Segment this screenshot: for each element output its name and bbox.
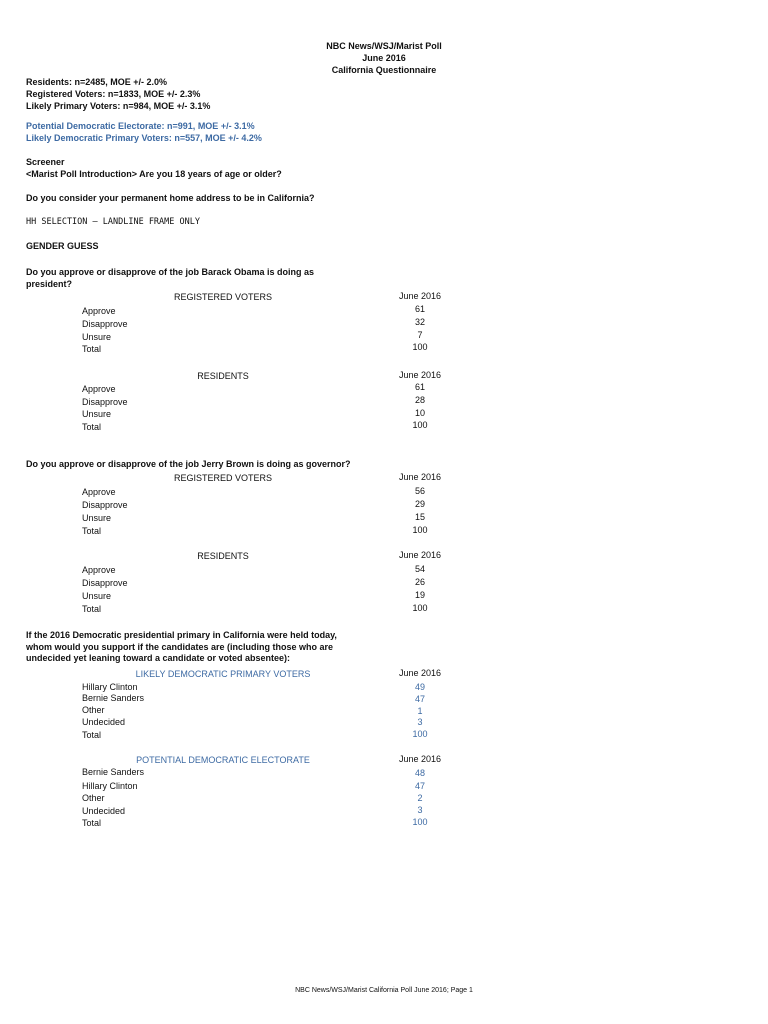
row-label: Approve [82, 384, 116, 394]
column-header: June 2016 [398, 291, 442, 301]
row-label: Unsure [82, 513, 112, 523]
row-label: Unsure [82, 409, 112, 419]
sample-registered: Registered Voters: n=1833, MOE +/- 2.3% [26, 89, 201, 99]
row-label: Total [82, 818, 102, 828]
screener-home: Do you consider your permanent home address to be in California? [26, 193, 315, 203]
section-label: REGISTERED VOTERS [173, 292, 272, 302]
sample-residents: Residents: n=2485, MOE +/- 2.0% [26, 77, 168, 87]
row-label: Disapprove [82, 578, 128, 588]
column-header: June 2016 [398, 472, 442, 482]
screener-intro: <Marist Poll Introduction> Are you 18 years of age or older? [26, 169, 282, 179]
question-dem-primary: If the 2016 Democratic presidential primary in California were held today, whom would you support if the candidates are (including those who are undecided yet leaning toward a candidate or voted absentee): [26, 630, 337, 663]
sample-likely-dem-primary: Likely Democratic Primary Voters: n=557, MOE +/- 4.2% [26, 133, 262, 143]
row-label: Hillary Clinton [82, 682, 138, 692]
row-value: 49 [414, 682, 425, 692]
row-label: Other [82, 793, 105, 803]
section-label: POTENTIAL DEMOCRATIC ELECTORATE [136, 755, 310, 765]
row-label: Disapprove [82, 397, 128, 407]
question-obama: Do you approve or disapprove of the job Barack Obama is doing as president? [26, 267, 315, 289]
row-label: Unsure [82, 332, 112, 342]
row-label: Total [82, 344, 102, 354]
row-label: Total [82, 730, 102, 740]
row-value: 100 [412, 420, 428, 430]
row-label: Approve [82, 306, 116, 316]
screener-gender: GENDER GUESS [26, 241, 99, 251]
row-value: 100 [412, 342, 428, 352]
column-header: June 2016 [398, 550, 442, 560]
row-label: Total [82, 526, 102, 536]
row-value: 19 [414, 590, 425, 600]
section-label: LIKELY DEMOCRATIC PRIMARY VOTERS [135, 669, 311, 679]
row-value: 2 [417, 793, 423, 803]
row-value: 15 [414, 512, 425, 522]
row-value: 7 [417, 330, 423, 340]
row-value: 26 [414, 577, 425, 587]
page-footer: NBC News/WSJ/Marist California Poll June 2016; Page 1 [295, 987, 473, 994]
row-value: 61 [414, 304, 425, 314]
section-label: RESIDENTS [197, 371, 249, 381]
sample-potential-dem: Potential Democratic Electorate: n=991, MOE +/- 3.1% [26, 121, 255, 131]
row-label: Bernie Sanders [82, 693, 145, 703]
row-value: 29 [414, 499, 425, 509]
row-label: Undecided [82, 806, 126, 816]
column-header: June 2016 [398, 668, 442, 678]
question-brown: Do you approve or disapprove of the job Jerry Brown is doing as governor? [26, 459, 351, 469]
row-label: Unsure [82, 591, 112, 601]
row-value: 100 [412, 817, 428, 827]
row-label: Approve [82, 487, 116, 497]
screener-hh: HH SELECTION – LANDLINE FRAME ONLY [26, 217, 200, 227]
row-value: 61 [414, 382, 425, 392]
section-label: RESIDENTS [197, 551, 249, 561]
row-value: 48 [414, 768, 425, 778]
row-value: 100 [412, 729, 428, 739]
row-value: 28 [414, 395, 425, 405]
row-label: Undecided [82, 717, 126, 727]
sample-likely-primary: Likely Primary Voters: n=984, MOE +/- 3.1% [26, 101, 211, 111]
row-value: 10 [414, 408, 425, 418]
row-label: Disapprove [82, 319, 128, 329]
row-value: 47 [414, 694, 425, 704]
row-label: Approve [82, 565, 116, 575]
row-value: 3 [417, 805, 423, 815]
row-label: Bernie Sanders [82, 767, 145, 777]
doc-title: NBC News/WSJ/Marist Poll [326, 41, 442, 51]
section-label: REGISTERED VOTERS [173, 473, 272, 483]
row-value: 54 [414, 564, 425, 574]
row-value: 100 [412, 603, 428, 613]
row-value: 47 [414, 781, 425, 791]
doc-date: June 2016 [362, 53, 406, 63]
row-value: 3 [417, 717, 423, 727]
doc-subtitle: California Questionnaire [331, 65, 437, 75]
row-label: Total [82, 422, 102, 432]
row-value: 100 [412, 525, 428, 535]
screener-title: Screener [26, 157, 65, 167]
row-label: Total [82, 604, 102, 614]
row-value: 32 [414, 317, 425, 327]
row-label: Hillary Clinton [82, 781, 138, 791]
column-header: June 2016 [398, 370, 442, 380]
row-value: 56 [414, 486, 425, 496]
row-label: Other [82, 705, 105, 715]
column-header: June 2016 [398, 754, 442, 764]
row-value: 1 [417, 706, 423, 716]
row-label: Disapprove [82, 500, 128, 510]
